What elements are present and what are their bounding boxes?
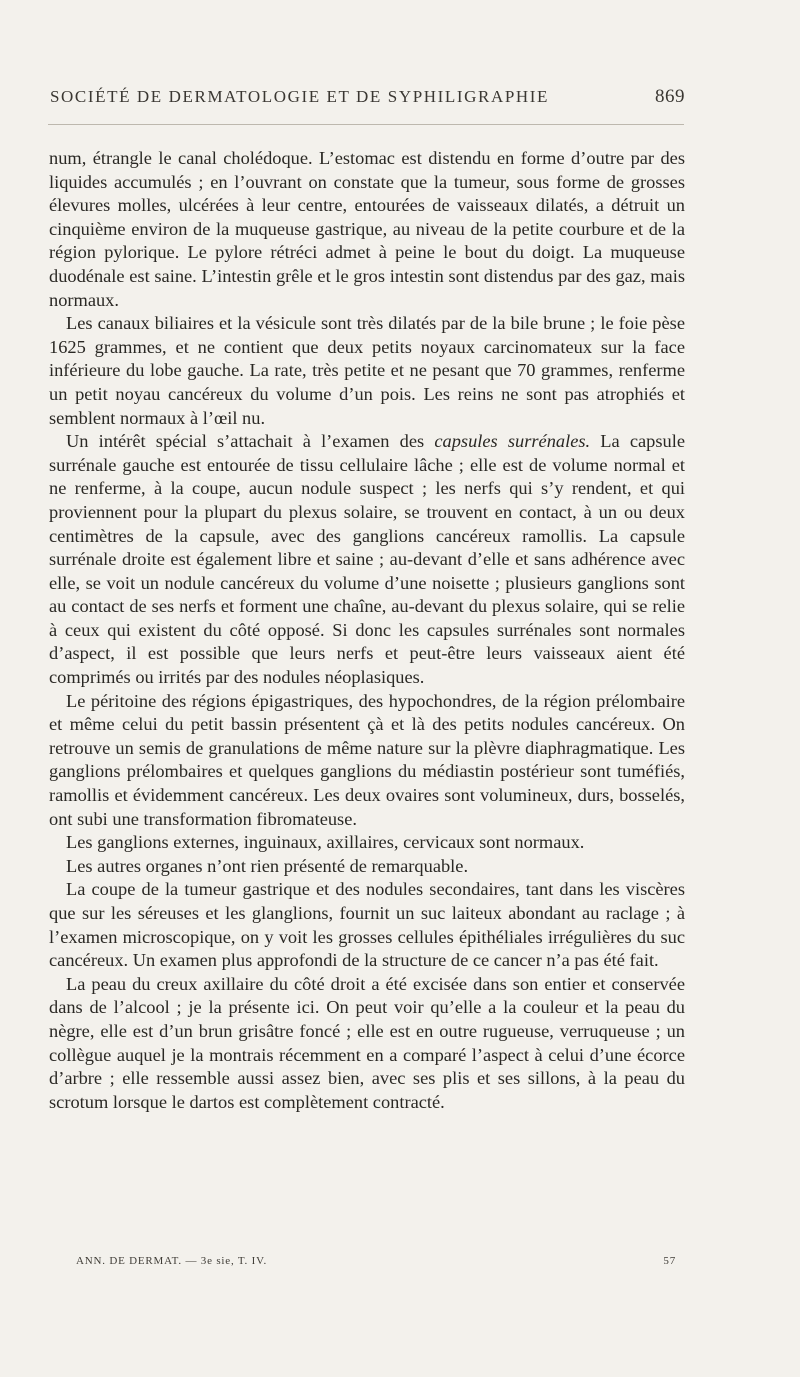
page-footer — [76, 1255, 676, 1267]
header-rule — [48, 124, 684, 125]
paragraph-2: Les canaux biliaires et la vésicule sont très dilatés par de la bile brune ; le foie pèse 1625 grammes, et ne contient que deux petits noyaux carcinomateux sur la face inférieure du lobe gauche. La rate, très petite et ne pesant que 70 grammes, renferme un petit noyau cancéreux du volume d’un pois. Les reins ne sont pas atrophiés et semblent normaux à l’œil nu. — [49, 313, 685, 428]
paragraph-6: Les autres organes n’ont rien présenté de remarquable. — [66, 855, 469, 876]
body-text — [49, 147, 685, 1114]
paragraph-8: La peau du creux axillaire du côté droit a été excisée dans son entier et conservée dans de l’alcool ; je la présente ici. On peut voir qu’elle a la couleur et la peau du nègre, elle est d’un brun grisâtre foncé ; elle est en outre rugueuse, verruqueuse ; un collègue auquel je la montrais récemment en a comparé l’aspect à celui d’une écorce d’arbre ; elle ressemble aussi assez bien, avec ses plis et ses sillons, à la peau du scrotum lorsque le dartos est complètement contracté. — [49, 973, 685, 1112]
paragraph-3 — [49, 430, 685, 690]
paragraph-7: La coupe de la tumeur gastrique et des nodules secondaires, tant dans les viscères que sur les séreuses et les glanglions, fournit un suc laiteux abondant au raclage ; à l’examen microscopique, on y voit les grosses cellules épithéliales irrégulières du suc cancéreux. Un examen plus approfondi de la structure de ce cancer n’a pas été fait. — [49, 879, 685, 971]
page-number: 869 — [655, 86, 685, 107]
footer-sheet-number: 57 — [663, 1255, 676, 1267]
paragraph-5: Les ganglions externes, inguinaux, axillaires, cervicaux sont normaux. — [66, 832, 585, 853]
paragraph-3-start: Un intérêt spécial s’attachait à l’examen des — [66, 431, 435, 452]
italic-term: capsules surrénales. — [434, 431, 591, 452]
footer-signature: ANN. DE DERMAT. — 3e sie, T. IV. — [76, 1255, 267, 1267]
running-title: SOCIÉTÉ DE DERMATOLOGIE ET DE SYPHILIGRAPHIE — [50, 87, 550, 106]
running-header — [50, 86, 685, 108]
paragraph-3-rest: La capsule surrénale gauche est entourée de tissu cellulaire lâche ; elle est de volume normal et ne renferme, à la coupe, aucun nodule suspect ; les nerfs qui s’y rendent, et qui proviennent pour la plupart du plexus solaire, se trouvent en contact, à un ou deux centimètres de la capsule, avec des ganglions cancéreux ramollis. La capsule surrénale droite est également libre et saine ; au-devant d’elle et sans adhérence avec elle, se voit un nodule cancéreux du volume d’une noisette ; plusieurs ganglions sont au contact de ses nerfs et forment une chaîne, au-devant du plexus solaire, qui se relie à ceux qui existent du côté opposé. Si donc les capsules surrénales sont normales d’aspect, il est possible que leurs nerfs et peut-être leurs vaisseaux aient été comprimés ou irrités par des nodules néoplasiques. — [49, 431, 685, 688]
paragraph-1: num, étrangle le canal cholédoque. L’estomac est distendu en forme d’outre par des liquides accumulés ; en l’ouvrant on constate que la tumeur, sous forme de grosses élevures molles, ulcérées à leur centre, entourées de vaisseaux dilatés, a détruit un cinquième environ de la muqueuse gastrique, au niveau de la petite courbure et de la région pylorique. Le pylore rétréci admet à peine le bout du doigt. La muqueuse duodénale est saine. L’intestin grêle et le gros intestin sont distendus par des gaz, mais normaux. — [49, 148, 685, 310]
paragraph-4: Le péritoine des régions épigastriques, des hypochondres, de la région prélombaire et même celui du petit bassin présentent çà et là des petits nodules cancéreux. On retrouve un semis de granulations de même nature sur la plèvre diaphragmatique. Les ganglions prélombaires et quelques ganglions du médiastin postérieur sont tuméfiés, ramollis et évidemment cancéreux. Les deux ovaires sont volumineux, durs, bosselés, ont subi une transformation fibromateuse. — [49, 690, 685, 829]
